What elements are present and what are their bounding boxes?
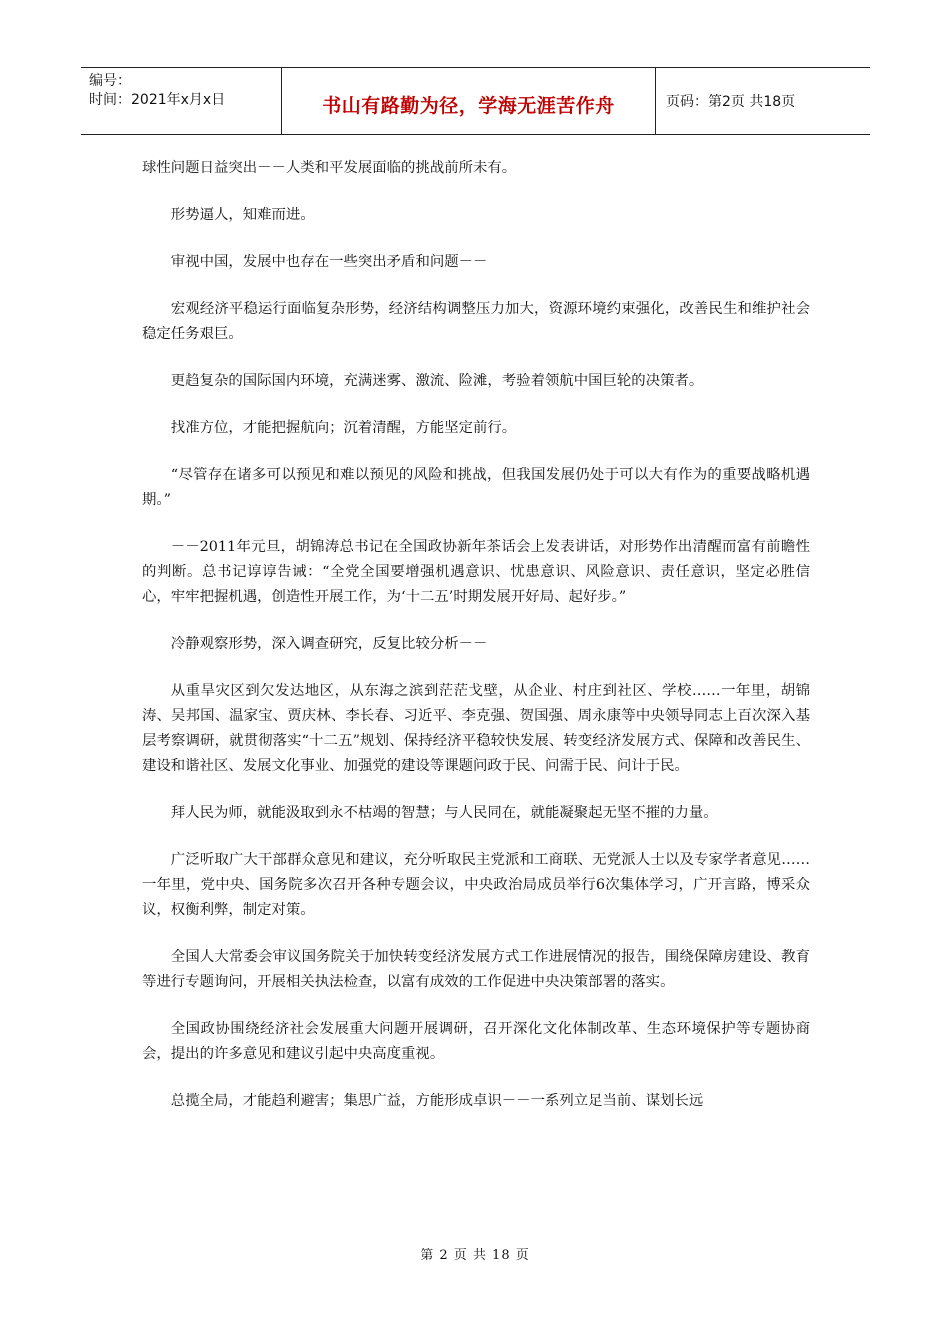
footer-page-number: 第 2 页 共 18 页 <box>420 1248 530 1263</box>
header-motto-cell <box>282 68 656 134</box>
paragraph: －－2011年元旦，胡锦涛总书记在全国政协新年茶话会上发表讲话，对形势作出清醒而富有前瞻性的判断。总书记谆谆告诫：“全党全国要增强机遇意识、忧患意识、风险意识、责任意识，坚定必胜信心，牢牢把握机遇，创造性开展工作，为‘十二五’时期发展开好局、起好步。” <box>142 539 810 605</box>
paragraph: “尽管存在诸多可以预见和难以预见的风险和挑战，但我国发展仍处于可以大有作为的重要战略机遇期。” <box>142 467 810 508</box>
document-date-label: 时间：2021年x月x日 <box>89 92 226 108</box>
paragraph: 更趋复杂的国际国内环境，充满迷雾、激流、险滩，考验着领航中国巨轮的决策者。 <box>170 373 704 389</box>
paragraph: 总揽全局，才能趋利避害；集思广益，方能形成卓识－－一系列立足当前、谋划长远 <box>170 1093 704 1109</box>
paragraph: 广泛听取广大干部群众意见和建议，充分听取民主党派和工商联、无党派人士以及专家学者意见……一年里，党中央、国务院多次召开各种专题会议，中央政治局成员举行6次集体学习，广开言路，博采众议，权衡利弊，制定对策。 <box>142 852 810 918</box>
header-page-info: 页码：第2页 共18页 <box>666 94 796 110</box>
paragraph: 找准方位，才能把握航向；沉着清醒，方能坚定前行。 <box>170 420 517 436</box>
paragraph: 全国人大常委会审议国务院关于加快转变经济发展方式工作进展情况的报告，围绕保障房建设、教育等进行专题询问，开展相关执法检查，以富有成效的工作促进中央决策部署的落实。 <box>142 949 810 990</box>
paragraph: 形势逼人，知难而进。 <box>170 207 315 223</box>
header-meta-cell <box>81 68 282 134</box>
paragraph: 拜人民为师，就能汲取到永不枯竭的智慧；与人民同在，就能凝聚起无坚不摧的力量。 <box>170 805 718 821</box>
document-body <box>142 156 810 1136</box>
paragraph: 审视中国，发展中也存在一些突出矛盾和问题－－ <box>170 254 488 270</box>
page-footer <box>0 1244 950 1263</box>
paragraph: 从重旱灾区到欠发达地区，从东海之滨到茫茫戈壁，从企业、村庄到社区、学校……一年里，胡锦涛、吴邦国、温家宝、贾庆林、李长春、习近平、李克强、贺国强、周永康等中央领导同志上百次深入基层考察调研，就贯彻落实“十二五”规划、保持经济平稳较快发展、转变经济发展方式、保障和改善民生、建设和谐社区、发展文化事业、加强党的建设等课题问政于民、问需于民、问计于民。 <box>142 683 810 774</box>
page-header <box>81 67 870 135</box>
paragraph: 全国政协围绕经济社会发展重大问题开展调研，召开深化文化体制改革、生态环境保护等专题协商会，提出的许多意见和建议引起中央高度重视。 <box>142 1021 810 1062</box>
header-page-cell <box>656 68 870 134</box>
document-number-label: 编号： <box>89 73 131 89</box>
header-motto: 书山有路勤为径，学海无涯苦作舟 <box>322 94 615 117</box>
paragraph: 球性问题日益突出－－人类和平发展面临的挑战前所未有。 <box>142 160 517 176</box>
paragraph: 宏观经济平稳运行面临复杂形势，经济结构调整压力加大，资源环境约束强化，改善民生和维护社会稳定任务艰巨。 <box>142 301 810 342</box>
paragraph: 冷静观察形势，深入调查研究，反复比较分析－－ <box>170 636 488 652</box>
